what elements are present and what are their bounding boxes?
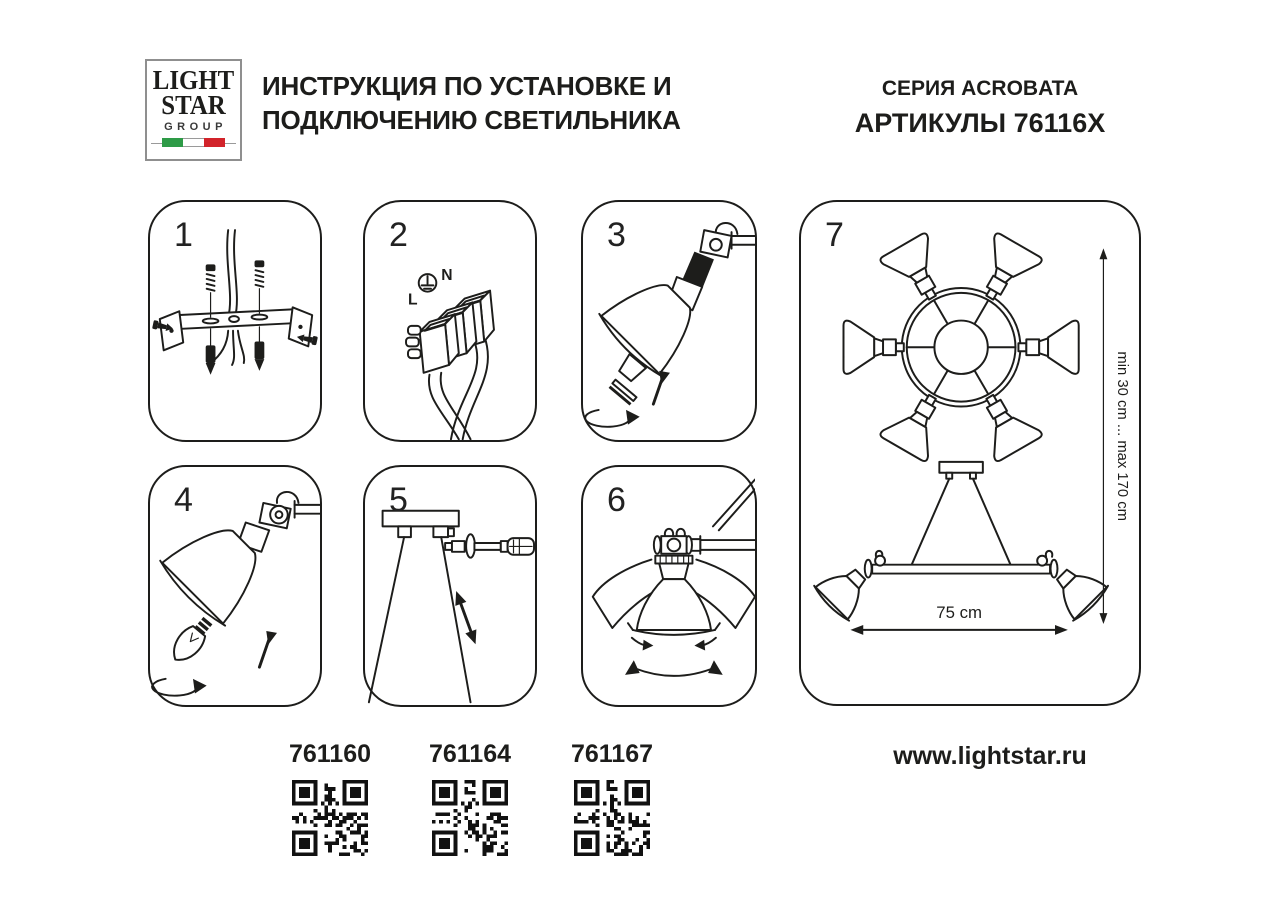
qr-code-2 <box>432 780 508 856</box>
article-number-3: 761167 <box>570 740 654 768</box>
width-label: 75 cm <box>936 603 983 623</box>
series-block <box>845 77 1115 139</box>
page-title <box>262 69 681 137</box>
lightstar-logo <box>145 59 242 161</box>
logo-line2: STAR <box>161 90 226 120</box>
logo-line3: GROUP <box>164 121 227 133</box>
article-block-2 <box>415 740 525 856</box>
diagram-overview <box>801 202 1139 704</box>
italian-flag-icon <box>147 138 240 148</box>
logo-line1: LIGHT <box>152 65 235 95</box>
panel-7-number: 7 <box>825 216 844 254</box>
terminal-l-label: L <box>407 291 418 309</box>
terminal-n-label: N <box>441 266 453 284</box>
panel-3 <box>581 200 757 442</box>
qr-code-1 <box>292 780 368 856</box>
website-url: www.lightstar.ru <box>893 742 1087 770</box>
qr-code-3 <box>574 780 650 856</box>
panel-6-number: 6 <box>607 481 626 519</box>
panel-2 <box>363 200 537 442</box>
article-number-2: 761164 <box>428 740 512 768</box>
panel-4-number: 4 <box>174 481 193 519</box>
panel-5-number: 5 <box>389 481 408 519</box>
article-number-1: 761160 <box>288 740 372 768</box>
panel-1-number: 1 <box>174 216 193 254</box>
panel-2-number: 2 <box>389 216 408 254</box>
series-label: СЕРИЯ ACROBATA <box>881 77 1079 100</box>
article-block-3 <box>557 740 667 856</box>
panel-3-number: 3 <box>607 216 626 254</box>
articles-label: АРТИКУЛЫ 76116X <box>854 108 1106 138</box>
article-block-1 <box>275 740 385 856</box>
panel-5 <box>363 465 537 707</box>
panel-7 <box>799 200 1141 706</box>
title-line2: ПОДКЛЮЧЕНИЮ СВЕТИЛЬНИКА <box>262 105 681 135</box>
panel-1 <box>148 200 322 442</box>
title-line1: ИНСТРУКЦИЯ ПО УСТАНОВКЕ И <box>262 71 672 101</box>
height-range-label: min 30 cm ... max 170 cm <box>1114 351 1131 521</box>
panel-4 <box>148 465 322 707</box>
panel-6 <box>581 465 757 707</box>
